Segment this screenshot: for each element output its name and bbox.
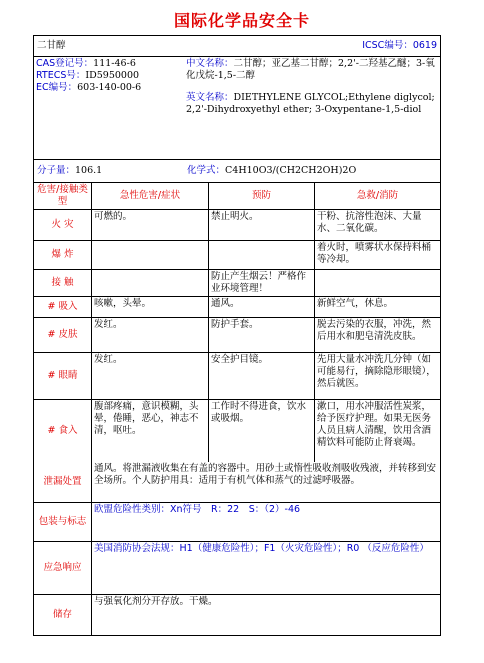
section-text: 欧盟危险性类别：Xn符号 R：22 S：（2）-46: [94, 504, 301, 515]
card-title: 国际化学品安全卡: [173, 11, 310, 30]
cell-type: # 吸入: [34, 297, 92, 317]
cell-type: # 食入: [34, 400, 92, 462]
cell-aid: 干粉、抗溶性泡沫、大量水、二氧化碳。: [317, 211, 422, 234]
cell-hazard: 咳嗽，头晕。: [92, 297, 209, 317]
section-label: 包装与标志: [34, 503, 92, 541]
cell-type: 火 灾: [34, 210, 92, 240]
cell-type: # 眼睛: [34, 353, 92, 399]
cell-aid: [315, 270, 440, 296]
sections: [34, 462, 440, 635]
section-row: [34, 595, 440, 635]
cell-hazard: [92, 241, 209, 269]
cell-prevent: 禁止明火。: [209, 210, 315, 240]
hazard-table: [34, 210, 440, 462]
cell-hazard: 发红。: [92, 353, 209, 399]
cell-aid: 漱口，用水冲服活性炭浆，给予医疗护理。如果无医务人员且病人清醒，饮用含酒精饮料可能防止肾衰竭。: [317, 401, 432, 448]
table-row: [34, 400, 440, 462]
cell-hazard: 腹部疼痛，意识模糊，头晕，倦睡，恶心，神志不清，呕吐。: [92, 400, 209, 462]
cell-type: 爆 炸: [34, 241, 92, 269]
cell-prevent: 防止产生烟云！严格作业环境管理！: [209, 270, 315, 296]
table-row: [34, 318, 440, 353]
cell-hazard: 发红。: [92, 318, 209, 352]
table-row: [34, 241, 440, 270]
table-row: [34, 353, 440, 400]
column-header-row: 危害/接触类型 急性危害/症状 预防 急救/消防: [34, 183, 440, 210]
table-row: [34, 270, 440, 297]
cell-prevent: 安全护目镜。: [209, 353, 315, 399]
cell-prevent: 工作时不得进食，饮水或吸烟。: [209, 400, 315, 462]
section-label: 应急响应: [34, 542, 92, 594]
section-row: [34, 542, 440, 595]
cell-prevent: 通风。: [209, 297, 315, 317]
section-text: 美国消防协会法规：H1（健康危险性）；F1（火灾危险性）；R0 （反应危险性）: [94, 543, 429, 554]
cell-aid: 着火时，喷雾状水保持料桶等冷却。: [317, 242, 432, 265]
header-row: [34, 36, 440, 57]
section-row: [34, 462, 440, 503]
cell-prevent: 防护手套。: [209, 318, 315, 352]
table-row: [34, 210, 440, 241]
section-text: 通风。将泄漏液收集在有盖的容器中。用砂土或惰性吸收剂吸收残液，并转移到安全场所。个人防护用具：适用于有机气体和蒸气的过滤呼吸器。: [94, 463, 437, 486]
cell-hazard: [92, 270, 209, 296]
cell-aid: 新鲜空气，休息。: [317, 298, 394, 309]
cell-aid: 先用大量水冲洗几分钟（如可能易行，摘除隐形眼镜），然后就医。: [317, 354, 436, 389]
table-row: [34, 297, 440, 318]
section-label: 泄漏处置: [34, 462, 92, 502]
section-text: 与强氧化剂分开存放。干燥。: [94, 596, 218, 607]
icsc-number: ICSC编号：0619: [362, 40, 437, 51]
safety-card: [33, 35, 441, 636]
cell-aid: 脱去污染的衣服，冲洗，然后用水和肥皂清洗皮肤。: [317, 319, 432, 342]
section-label: 储存: [34, 595, 92, 635]
section-row: [34, 503, 440, 542]
identifiers-row: CAS登记号：111-46-6 RTECS号：ID5950000 EC编号：603-140-00-6 中文名称：二甘醇；亚乙基二甘醇；2,2'-二羟基乙醚；3-氧化戊烷-1,5-二醇 英文名称：DIETHYLENE GLYCOL;Ethylene diglycol; 2,2'-Dihydroxyethyl ether; 3-Oxypentane-1,5-diol: [34, 57, 440, 160]
formula-row: 分子量：106.1 化学式：C4H10O3/(CH2CH2OH)2O: [34, 160, 440, 183]
cell-type: # 皮肤: [34, 318, 92, 352]
cell-type: 接 触: [34, 270, 92, 296]
cell-hazard: 可燃的。: [92, 210, 209, 240]
cell-prevent: [209, 241, 315, 269]
chemical-name: 二甘醇: [37, 40, 66, 51]
